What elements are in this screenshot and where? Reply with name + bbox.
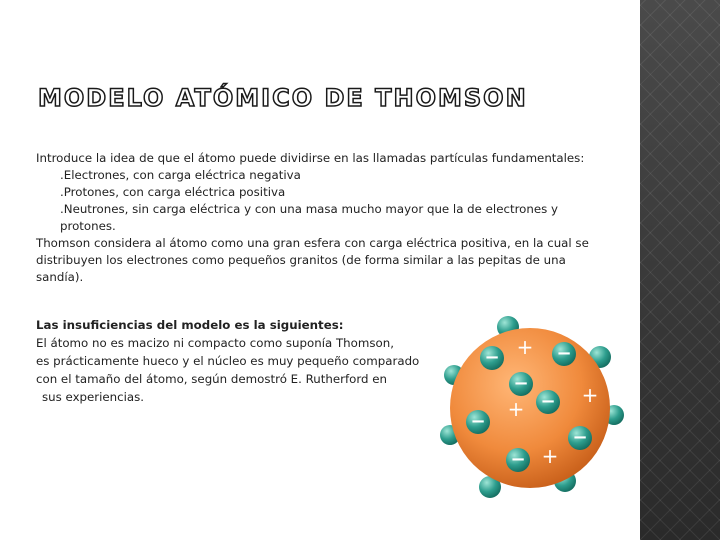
electron: [509, 372, 533, 396]
electron: [568, 426, 592, 450]
thomson-paragraph: Thomson considera al átomo como una gran esfera con carga eléctrica positiva, en la cual se distribuyen los electrones como pequeños granitos (de forma similar a las pepitas de una sandía).: [36, 236, 589, 284]
insufficiencies-line-2: es prácticamente hueco y el núcleo es muy pequeño comparado: [36, 354, 420, 368]
thomson-atom-illustration: [430, 305, 630, 505]
electron: [552, 342, 576, 366]
electron: [466, 410, 490, 434]
svg-text:−: −: [540, 391, 556, 412]
svg-text:−: −: [513, 373, 529, 394]
proton-plus-sign: +: [541, 444, 559, 468]
svg-text:−: −: [556, 343, 572, 364]
insufficiencies-block: [36, 316, 456, 406]
svg-text:−: −: [510, 449, 526, 470]
particle-neutrons: .Neutrones, sin carga eléctrica y con una masa mucho mayor que la de electrones y protones.: [60, 202, 559, 233]
electron: [506, 448, 530, 472]
svg-text:−: −: [470, 411, 486, 432]
electron: [536, 390, 560, 414]
insufficiencies-line-1: El átomo no es macizo ni compacto como suponía Thomson,: [36, 336, 394, 350]
insufficiencies-line-3: con el tamaño del átomo, según demostró E. Rutherford en: [36, 372, 387, 386]
insufficiencies-heading: Las insuficiencias del modelo es la siguientes:: [36, 318, 344, 332]
electron: [480, 346, 504, 370]
insufficiencies-line-4: sus experiencias.: [42, 390, 145, 404]
svg-text:−: −: [484, 347, 500, 368]
particle-electrons: .Electrones, con carga eléctrica negativa: [60, 168, 301, 182]
intro-text-block: [36, 150, 611, 286]
particle-protons: .Protones, con carga eléctrica positiva: [60, 185, 286, 199]
proton-plus-sign: +: [581, 383, 599, 407]
svg-text:−: −: [572, 427, 588, 448]
proton-plus-sign: +: [507, 397, 525, 421]
proton-plus-sign: +: [516, 335, 534, 359]
slide-title: MODELO ATÓMICO DE THOMSON: [38, 84, 528, 112]
decorative-sidebar: [640, 0, 720, 540]
intro-paragraph: Introduce la idea de que el átomo puede dividirse en las llamadas partículas fundamentales:: [36, 151, 585, 165]
